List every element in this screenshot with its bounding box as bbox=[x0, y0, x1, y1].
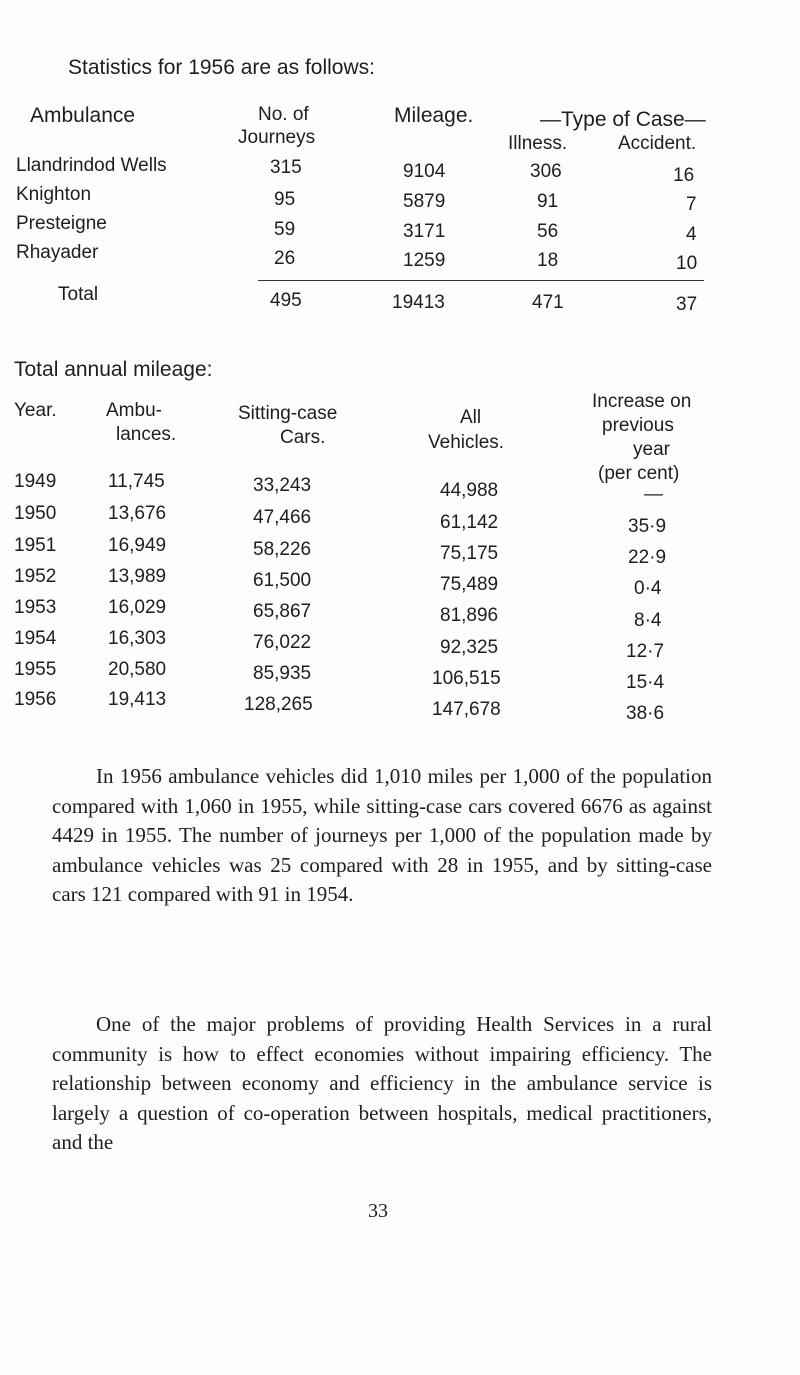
row-all: 75,175 bbox=[440, 543, 499, 564]
total-accident: 37 bbox=[676, 294, 698, 315]
row-sitting: 33,243 bbox=[253, 475, 312, 496]
row-mileage: 1259 bbox=[403, 250, 446, 271]
row-year: 1955 bbox=[14, 659, 57, 680]
row-ambulances: 13,989 bbox=[108, 566, 167, 587]
row-ambulances: 16,303 bbox=[108, 628, 167, 649]
row-name: Rhayader bbox=[16, 242, 99, 263]
row-increase: — bbox=[644, 484, 663, 505]
row-illness: 91 bbox=[537, 191, 559, 212]
row-increase: 22·9 bbox=[628, 547, 667, 568]
row-ambulances: 19,413 bbox=[108, 689, 167, 710]
page-number: 33 bbox=[368, 1200, 388, 1222]
col-header-journeys-line1: No. of bbox=[258, 104, 309, 125]
col-header-increase-line2: previous bbox=[602, 415, 674, 436]
col-header-all-line2: Vehicles. bbox=[428, 432, 505, 453]
col-header-mileage: Mileage. bbox=[394, 104, 474, 127]
row-journeys: 95 bbox=[274, 189, 296, 210]
row-all: 92,325 bbox=[440, 637, 499, 658]
row-sitting: 65,867 bbox=[253, 601, 312, 622]
paragraph-mileage-comparison bbox=[52, 762, 712, 910]
col-header-all-line1: All bbox=[460, 407, 482, 428]
row-year: 1956 bbox=[14, 689, 57, 710]
paragraph-1-text: In 1956 ambulance vehicles did 1,010 miles per 1,000 of the population compared with 1,060 in 1955, while sitting-case cars covered 6676 as against 4429 in 1955. The number of journeys per 1,000 of the population made by ambulance vehicles was 25 compared with 28 in 1955, and by sitting-case cars 121 compared with 91 in 1954. bbox=[52, 764, 712, 906]
row-all: 147,678 bbox=[432, 699, 501, 720]
row-mileage: 3171 bbox=[403, 221, 446, 242]
row-name: Llandrindod Wells bbox=[16, 155, 167, 176]
row-increase: 15·4 bbox=[626, 672, 665, 693]
mileage-table-title: Total annual mileage: bbox=[14, 358, 213, 381]
row-ambulances: 11,745 bbox=[108, 471, 165, 492]
row-journeys: 315 bbox=[270, 157, 302, 178]
row-journeys: 59 bbox=[274, 219, 296, 240]
col-header-ambulance: Ambulance bbox=[30, 104, 136, 127]
col-header-ambulances-line2: lances. bbox=[116, 424, 177, 445]
row-increase: 12·7 bbox=[626, 641, 665, 662]
row-name: Presteigne bbox=[16, 213, 107, 234]
row-accident: 7 bbox=[686, 194, 697, 215]
total-journeys: 495 bbox=[270, 290, 302, 311]
row-ambulances: 16,029 bbox=[108, 597, 167, 618]
row-year: 1953 bbox=[14, 597, 57, 618]
row-mileage: 9104 bbox=[403, 161, 446, 182]
row-ambulances: 16,949 bbox=[108, 535, 167, 556]
row-year: 1952 bbox=[14, 566, 57, 587]
col-header-increase-line3: year bbox=[633, 439, 670, 460]
row-illness: 56 bbox=[537, 221, 559, 242]
row-sitting: 76,022 bbox=[253, 632, 312, 653]
row-sitting: 61,500 bbox=[253, 570, 312, 591]
row-year: 1954 bbox=[14, 628, 57, 649]
col-header-ambulances-line1: Ambu- bbox=[106, 400, 162, 421]
row-all: 81,896 bbox=[440, 605, 499, 626]
row-illness: 306 bbox=[530, 161, 562, 182]
col-header-increase-line4: (per cent) bbox=[598, 463, 680, 484]
row-mileage: 5879 bbox=[403, 191, 446, 212]
total-mileage: 19413 bbox=[392, 292, 445, 313]
total-rule bbox=[258, 280, 704, 281]
row-increase: 38·6 bbox=[626, 703, 665, 724]
row-year: 1951 bbox=[14, 535, 57, 556]
intro-heading: Statistics for 1956 are as follows: bbox=[68, 56, 375, 79]
row-increase: 0·4 bbox=[634, 578, 662, 599]
row-all: 106,515 bbox=[432, 668, 501, 689]
row-illness: 18 bbox=[537, 250, 559, 271]
row-all: 75,489 bbox=[440, 574, 499, 595]
row-all: 44,988 bbox=[440, 480, 499, 501]
col-header-journeys-line2: Journeys bbox=[238, 127, 316, 148]
col-header-illness: Illness. bbox=[508, 133, 568, 154]
row-ambulances: 20,580 bbox=[108, 659, 167, 680]
col-header-increase-line1: Increase on bbox=[592, 391, 692, 412]
row-accident: 4 bbox=[686, 224, 697, 245]
row-journeys: 26 bbox=[274, 248, 296, 269]
row-sitting: 58,226 bbox=[253, 539, 312, 560]
row-ambulances: 13,676 bbox=[108, 503, 167, 524]
row-year: 1950 bbox=[14, 503, 57, 524]
row-year: 1949 bbox=[14, 471, 57, 492]
row-sitting: 128,265 bbox=[244, 694, 313, 715]
col-header-type-of-case: —Type of Case— bbox=[540, 108, 706, 131]
row-increase: 35·9 bbox=[628, 516, 667, 537]
row-sitting: 85,935 bbox=[253, 663, 312, 684]
col-header-year: Year. bbox=[14, 400, 57, 421]
col-header-accident: Accident. bbox=[618, 133, 697, 154]
paragraph-rural-problems bbox=[52, 1010, 712, 1158]
col-header-sitting-line2: Cars. bbox=[280, 427, 326, 448]
paragraph-2-text: One of the major problems of providing Health Services in a rural community is how to effect economies without impairing efficiency. The relationship between economy and efficiency in the ambulance service is largely a question of co-operation between hospitals, medical practitioners, and the bbox=[52, 1012, 712, 1154]
total-label: Total bbox=[58, 284, 99, 305]
row-all: 61,142 bbox=[440, 512, 499, 533]
row-sitting: 47,466 bbox=[253, 507, 312, 528]
col-header-sitting-line1: Sitting-case bbox=[238, 403, 338, 424]
row-accident: 10 bbox=[676, 253, 698, 274]
row-accident: 16 bbox=[673, 165, 695, 186]
total-illness: 471 bbox=[532, 292, 564, 313]
row-name: Knighton bbox=[16, 184, 92, 205]
row-increase: 8·4 bbox=[634, 610, 662, 631]
